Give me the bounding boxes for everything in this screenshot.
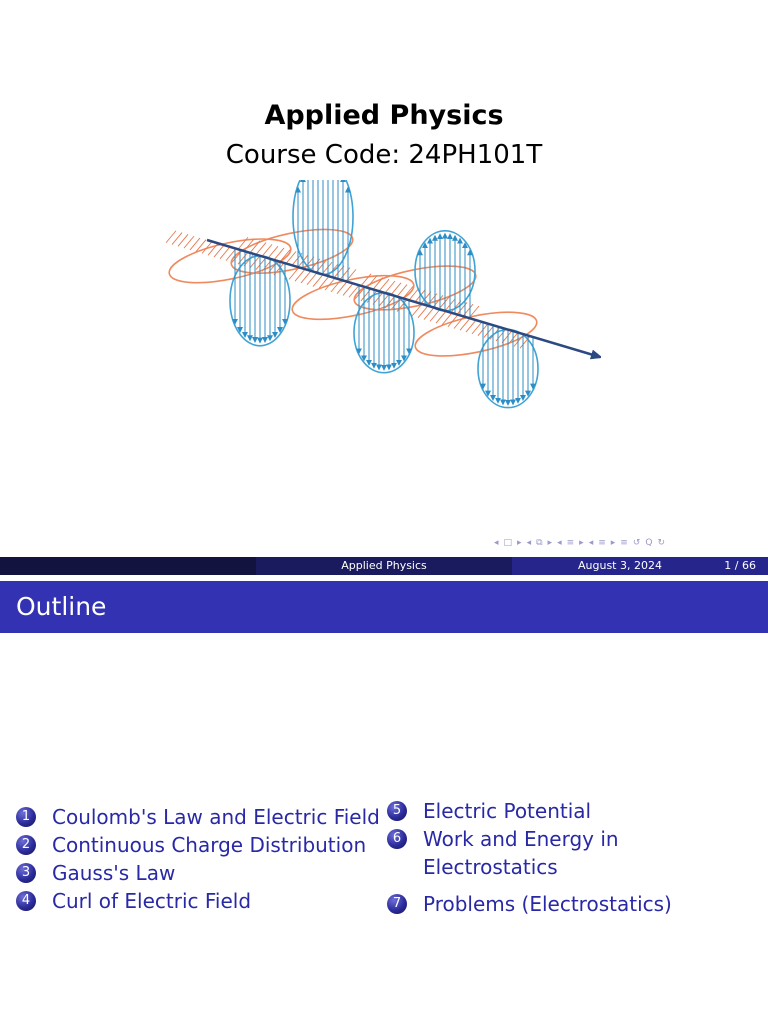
- nav-symbol-icon[interactable]: ≡: [620, 538, 629, 548]
- section-number-ball: 5: [387, 801, 407, 821]
- section-number-ball: 1: [16, 807, 36, 827]
- toc-item[interactable]: [387, 797, 672, 825]
- nav-symbol-icon[interactable]: ▸: [547, 538, 554, 548]
- toc-item-label: Coulomb's Law and Electric Field: [52, 805, 380, 829]
- footer-right: [512, 557, 768, 575]
- frame-title: Outline: [16, 592, 107, 621]
- toc-item[interactable]: [16, 831, 380, 859]
- nav-symbol-icon[interactable]: ▸: [517, 538, 523, 548]
- toc-item[interactable]: [16, 859, 380, 887]
- presentation-title: Applied Physics: [264, 100, 504, 131]
- toc-item-label: Electric Potential: [423, 799, 592, 823]
- footer-page-number: 1 / 66: [724, 559, 756, 572]
- beamer-navigation-symbols[interactable]: [494, 538, 764, 552]
- nav-symbol-icon[interactable]: ▸: [610, 538, 617, 548]
- toc-left-column: [16, 803, 380, 915]
- nav-symbol-icon[interactable]: ⧉: [536, 538, 544, 548]
- nav-symbol-icon[interactable]: Q: [645, 538, 654, 548]
- nav-symbol-icon[interactable]: ◂: [494, 538, 500, 548]
- nav-symbol-icon[interactable]: ≡: [566, 538, 576, 548]
- nav-symbol-icon[interactable]: ◂: [588, 538, 595, 548]
- toc-item-label: Work and Energy in Electrostatics: [423, 827, 619, 879]
- footer-title: Applied Physics: [256, 557, 512, 575]
- nav-symbol-icon[interactable]: □: [503, 538, 514, 548]
- section-number-ball: 7: [387, 894, 407, 914]
- footer-bar: [0, 557, 768, 575]
- toc-right-column: [387, 797, 672, 918]
- frame-title-bar: [0, 581, 768, 633]
- toc-item-label: Continuous Charge Distribution: [52, 833, 367, 857]
- nav-symbol-icon[interactable]: ↻: [657, 538, 667, 548]
- electromagnetic-wave-illustration: [160, 180, 610, 425]
- toc-item[interactable]: [387, 890, 672, 918]
- section-number-ball: 4: [16, 891, 36, 911]
- section-number-ball: 6: [387, 829, 407, 849]
- section-number-ball: 2: [16, 835, 36, 855]
- magnetic-field-loops: [166, 221, 541, 365]
- nav-symbol-icon[interactable]: ◂: [557, 538, 563, 548]
- section-number-ball: 3: [16, 863, 36, 883]
- course-code-subtitle: Course Code: 24PH101T: [225, 140, 543, 170]
- footer-date: August 3, 2024: [578, 559, 662, 572]
- footer-left: [0, 557, 256, 575]
- toc-item-label: Problems (Electrostatics): [423, 892, 672, 916]
- toc-item[interactable]: [16, 803, 380, 831]
- toc-item[interactable]: [16, 887, 380, 915]
- toc-item[interactable]: [387, 825, 663, 881]
- nav-symbol-icon[interactable]: ◂: [526, 538, 533, 548]
- toc-item-label: Gauss's Law: [52, 861, 176, 885]
- nav-symbol-icon[interactable]: ↺: [632, 538, 642, 548]
- nav-symbol-icon[interactable]: ▸: [579, 538, 585, 548]
- toc-item-label: Curl of Electric Field: [52, 889, 252, 913]
- nav-symbol-icon[interactable]: ≡: [598, 538, 607, 548]
